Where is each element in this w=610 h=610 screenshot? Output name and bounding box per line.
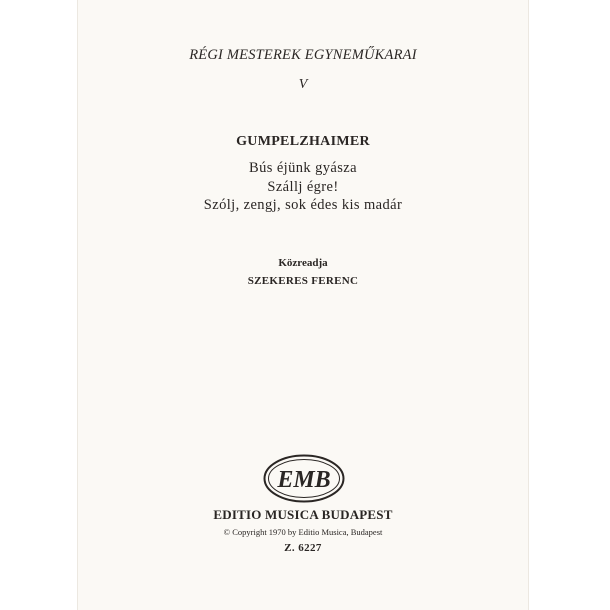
logo-text: EMB [277,467,331,493]
volume-number: V [298,77,308,92]
title-page [78,0,528,610]
catalog-number: Z. 6227 [284,542,322,554]
work-title: Szólj, zengj, sok édes kis madár [203,197,403,213]
series-title: RÉGI MESTEREK EGYNEMŰKARAI [189,47,417,63]
work-title: Szállj égre! [267,179,339,195]
composer-name: GUMPELZHAIMER [236,134,370,149]
copyright-notice: © Copyright 1970 by Editio Musica, Budapest [223,527,383,537]
editor-name: SZEKERES FERENC [247,275,359,287]
work-title: Bús éjünk gyásza [249,160,357,176]
emb-logo [263,454,345,503]
publisher-name: EDITIO MUSICA BUDAPEST [213,507,393,522]
editor-label: Közreadja [278,257,328,269]
